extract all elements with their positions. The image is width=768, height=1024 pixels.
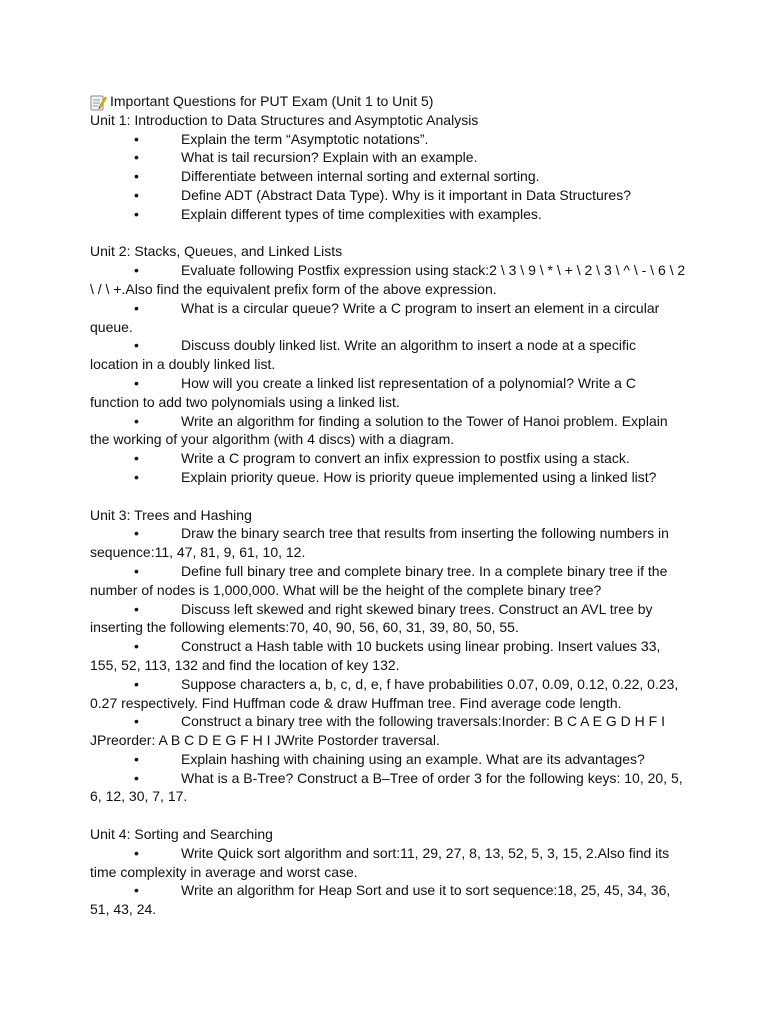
unit2-item: • Explain priority queue. How is priority queue implemented using a linked list?: [134, 468, 657, 485]
spacer: [90, 224, 690, 243]
unit3-item: • Construct a Hash table with 10 buckets using linear probing. Insert values 33,: [134, 638, 661, 655]
bullet-dot: •: [134, 713, 139, 730]
unit2-item-continuation: location in a doubly linked list.: [90, 356, 276, 373]
unit2-item-continuation: queue.: [90, 318, 133, 335]
unit4-heading: Unit 4: Sorting and Searching: [90, 826, 273, 843]
unit3-item: • Construct a binary tree with the following traversals:Inorder: B C A E G D H F I: [134, 713, 665, 730]
bullet-dot: •: [134, 412, 139, 429]
unit2-item: • Evaluate following Postfix expression using stack:2 \ 3 \ 9 \ * \ + \ 2 \ 3 \ ^ \ - \ 6 \ 2: [134, 262, 686, 279]
bullet-dot: •: [134, 262, 139, 279]
unit3-item-continuation: sequence:11, 47, 81, 9, 61, 10, 12.: [90, 544, 306, 561]
unit2-heading: Unit 2: Stacks, Queues, and Linked Lists: [90, 243, 343, 260]
bullet-dot: •: [134, 882, 139, 899]
spacer: [90, 806, 690, 825]
unit1-item: • Define ADT (Abstract Data Type). Why is it important in Data Structures?: [134, 186, 631, 203]
bullet-dot: •: [134, 168, 139, 185]
unit3-item-continuation: 6, 12, 30, 7, 17.: [90, 788, 188, 805]
bullet-dot: •: [134, 525, 139, 542]
bullet-dot: •: [134, 769, 139, 786]
unit2-item: • Write an algorithm for finding a solution to the Tower of Hanoi problem. Explain: [134, 412, 668, 429]
unit4-item: • Write Quick sort algorithm and sort:11, 29, 27, 8, 13, 52, 5, 3, 15, 2.Also find its: [134, 844, 670, 861]
unit3-item: • Define full binary tree and complete binary tree. In a complete binary tree if the: [134, 562, 668, 579]
unit2-item: • How will you create a linked list representation of a polynomial? Write a C: [134, 374, 636, 391]
unit3-item: • Draw the binary search tree that results from inserting the following numbers in: [134, 525, 669, 542]
unit4-item: • Write an algorithm for Heap Sort and use it to sort sequence:18, 25, 45, 34, 36,: [134, 882, 671, 899]
bullet-dot: •: [134, 337, 139, 354]
bullet-dot: •: [134, 299, 139, 316]
unit1-item: • Explain the term “Asymptotic notations”.: [134, 130, 429, 147]
bullet-dot: •: [134, 675, 139, 692]
unit3-item: • Explain hashing with chaining using an example. What are its advantages?: [134, 750, 645, 767]
bullet-dot: •: [134, 750, 139, 767]
bullet-dot: •: [134, 844, 139, 861]
unit1-heading: Unit 1: Introduction to Data Structures and Asymptotic Analysis: [90, 111, 479, 128]
unit1-item: • Differentiate between internal sorting and external sorting.: [134, 168, 540, 185]
bullet-dot: •: [134, 205, 139, 222]
unit3-item-continuation: 155, 52, 113, 132 and find the location of key 132.: [90, 656, 400, 673]
unit3-item: • What is a B-Tree? Construct a B–Tree of order 3 for the following keys: 10, 20, 5,: [134, 769, 683, 786]
bullet-dot: •: [134, 468, 139, 485]
unit3-item-continuation: 0.27 respectively. Find Huffman code & draw Huffman tree. Find average code length.: [90, 694, 622, 711]
bullet-dot: •: [134, 562, 139, 579]
unit2-item-continuation: the working of your algorithm (with 4 discs) with a diagram.: [90, 431, 455, 448]
spacer: [90, 487, 690, 506]
unit2-item: • Discuss doubly linked list. Write an algorithm to insert a node at a specific: [134, 337, 636, 354]
document-body: [90, 92, 690, 919]
unit3-item-continuation: number of nodes is 1,000,000. What will be the height of the complete binary tree?: [90, 581, 602, 598]
bullet-dot: •: [134, 600, 139, 617]
unit2-item-continuation: function to add two polynomials using a linked list.: [90, 393, 400, 410]
unit2-item-continuation: \ / \ +.Also find the equivalent prefix form of the above expression.: [90, 280, 497, 297]
unit3-item: • Discuss left skewed and right skewed binary trees. Construct an AVL tree by: [134, 600, 653, 617]
unit3-item-continuation: inserting the following elements:70, 40, 90, 56, 60, 31, 39, 80, 50, 55.: [90, 619, 519, 636]
unit3-item-continuation: JPreorder: A B C D E G F H I JWrite Postorder traversal.: [90, 732, 440, 749]
bullet-dot: •: [134, 374, 139, 391]
bullet-dot: •: [134, 186, 139, 203]
unit3-item: • Suppose characters a, b, c, d, e, f have probabilities 0.07, 0.09, 0.12, 0.22, 0.23,: [134, 675, 679, 692]
title-text: Important Questions for PUT Exam (Unit 1 to Unit 5): [110, 93, 434, 109]
bullet-dot: •: [134, 149, 139, 166]
unit1-item: • What is tail recursion? Explain with an example.: [134, 149, 478, 166]
unit4-item-continuation: 51, 43, 24.: [90, 901, 157, 918]
bullet-dot: •: [134, 130, 139, 147]
unit1-item: • Explain different types of time complexities with examples.: [134, 205, 542, 222]
document-title: [90, 92, 690, 111]
unit2-item: • What is a circular queue? Write a C program to insert an element in a circular: [134, 299, 660, 316]
bullet-dot: •: [134, 450, 139, 467]
bullet-dot: •: [134, 638, 139, 655]
unit4-item-continuation: time complexity in average and worst case.: [90, 863, 358, 880]
memo-icon: [90, 94, 107, 111]
unit3-heading: Unit 3: Trees and Hashing: [90, 506, 252, 523]
unit2-item: • Write a C program to convert an infix expression to postfix using a stack.: [134, 450, 630, 467]
